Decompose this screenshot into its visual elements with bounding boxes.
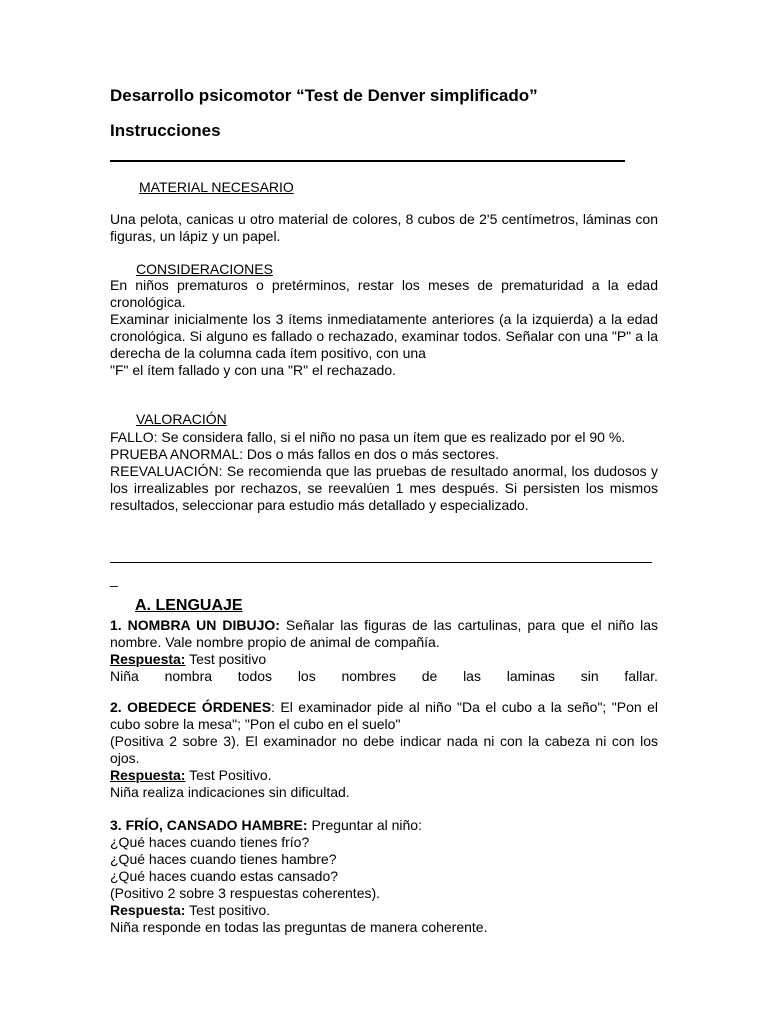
section-divider xyxy=(110,562,652,563)
item-1-observation xyxy=(110,668,658,685)
item-2-title: 2. OBEDECE ÓRDENES xyxy=(110,699,272,715)
obs-word: fallar. xyxy=(624,668,658,684)
obs-word: de xyxy=(421,668,438,684)
lenguaje-heading: A. LENGUAJE xyxy=(135,597,243,614)
valoracion-reevaluacion: REEVALUACIÓN: Se recomienda que las pruebas de resultado anormal, los dudosos y los irrealizables por rechazos, se reevalúen 1 mes después. Si persisten los mismos resultados, seleccionar para estudio más detallado y especializado. xyxy=(110,463,658,513)
item-1-response-value: Test positivo xyxy=(185,651,267,667)
item-2-response-value: Test Positivo. xyxy=(185,767,272,783)
item-2-text: : El examinador pide al niño "Da el cubo a la seño"; "Pon el cubo sobre la mesa"; "Pon el cubo en el suelo" xyxy=(110,699,658,732)
valoracion-fallo: FALLO: Se considera fallo, si el niño no pasa un ítem que es realizado por el 90 %. xyxy=(110,429,626,445)
item-3-question-2: ¿Qué haces cuando tienes hambre? xyxy=(110,851,337,867)
obs-word: las xyxy=(463,668,481,684)
item-3-question-3: ¿Qué haces cuando estas cansado? xyxy=(110,868,339,884)
document-subtitle: Instrucciones xyxy=(110,121,221,140)
item-3-text: Preguntar al niño: xyxy=(307,817,422,833)
obs-word: laminas xyxy=(506,668,555,684)
obs-word: nombra xyxy=(164,668,213,684)
valoracion-prueba-anormal: PRUEBA ANORMAL: Dos o más fallos en dos o más sectores. xyxy=(110,446,500,462)
material-text: Una pelota, canicas u otro material de colores, 8 cubos de 2'5 centímetros, láminas con figuras, un lápiz y un papel. xyxy=(110,211,658,244)
consideraciones-body xyxy=(110,277,658,379)
consideraciones-heading: CONSIDERACIONES xyxy=(136,261,273,277)
item-3-question-1: ¿Qué haces cuando tienes frío? xyxy=(110,834,310,850)
obs-word: los xyxy=(297,668,316,684)
item-3-response-value: Test positivo. xyxy=(185,902,271,918)
item-2-response-label: Respuesta: xyxy=(110,767,186,783)
item-2-observation: Niña realiza indicaciones sin dificultad. xyxy=(110,784,350,800)
title-divider xyxy=(110,160,625,162)
lenguaje-item-2 xyxy=(110,699,658,801)
valoracion-heading: VALORACIÓN xyxy=(136,411,227,427)
item-3-title: 3. FRÍO, CANSADO HAMBRE: xyxy=(110,817,308,833)
obs-word: Niña xyxy=(110,668,139,684)
item-1-title: 1. NOMBRA UN DIBUJO: xyxy=(110,617,280,633)
valoracion-body xyxy=(110,429,658,514)
consideraciones-paragraph-1: En niños prematuros o pretérminos, restar los meses de prematuridad a la edad cronológica. xyxy=(110,277,658,310)
lenguaje-item-1 xyxy=(110,617,658,685)
item-3-note: (Positivo 2 sobre 3 respuestas coherentes). xyxy=(110,885,381,901)
document-title: Desarrollo psicomotor “Test de Denver simplificado” xyxy=(110,86,538,105)
consideraciones-paragraph-3: "F" el ítem fallado y con una "R" el rechazado. xyxy=(110,362,397,378)
material-heading: MATERIAL NECESARIO xyxy=(139,179,294,195)
consideraciones-paragraph-2: Examinar inicialmente los 3 ítems inmediatamente anteriores (a la izquierda) a la edad cronológica. Si alguno es fallado o rechazado, examinar todos. Señalar con una "P" a la derecha de la columna cada ítem positivo, con una xyxy=(110,311,658,361)
item-1-text: Señalar las figuras de las cartulinas, para que el niño las nombre. Vale nombre propio de animal de compañía. xyxy=(110,617,659,650)
item-2-note: (Positiva 2 sobre 3). El examinador no debe indicar nada ni con la cabeza ni con los ojos. xyxy=(110,733,658,766)
divider-dash: _ xyxy=(110,571,118,587)
item-3-observation: Niña responde en todas las preguntas de manera coherente. xyxy=(110,919,488,935)
obs-word: nombres xyxy=(341,668,396,684)
item-3-response-label: Respuesta: xyxy=(110,902,186,918)
obs-word: todos xyxy=(237,668,273,684)
item-1-response-label: Respuesta: xyxy=(110,651,186,667)
obs-word: sin xyxy=(580,668,599,684)
lenguaje-item-3 xyxy=(110,817,658,936)
